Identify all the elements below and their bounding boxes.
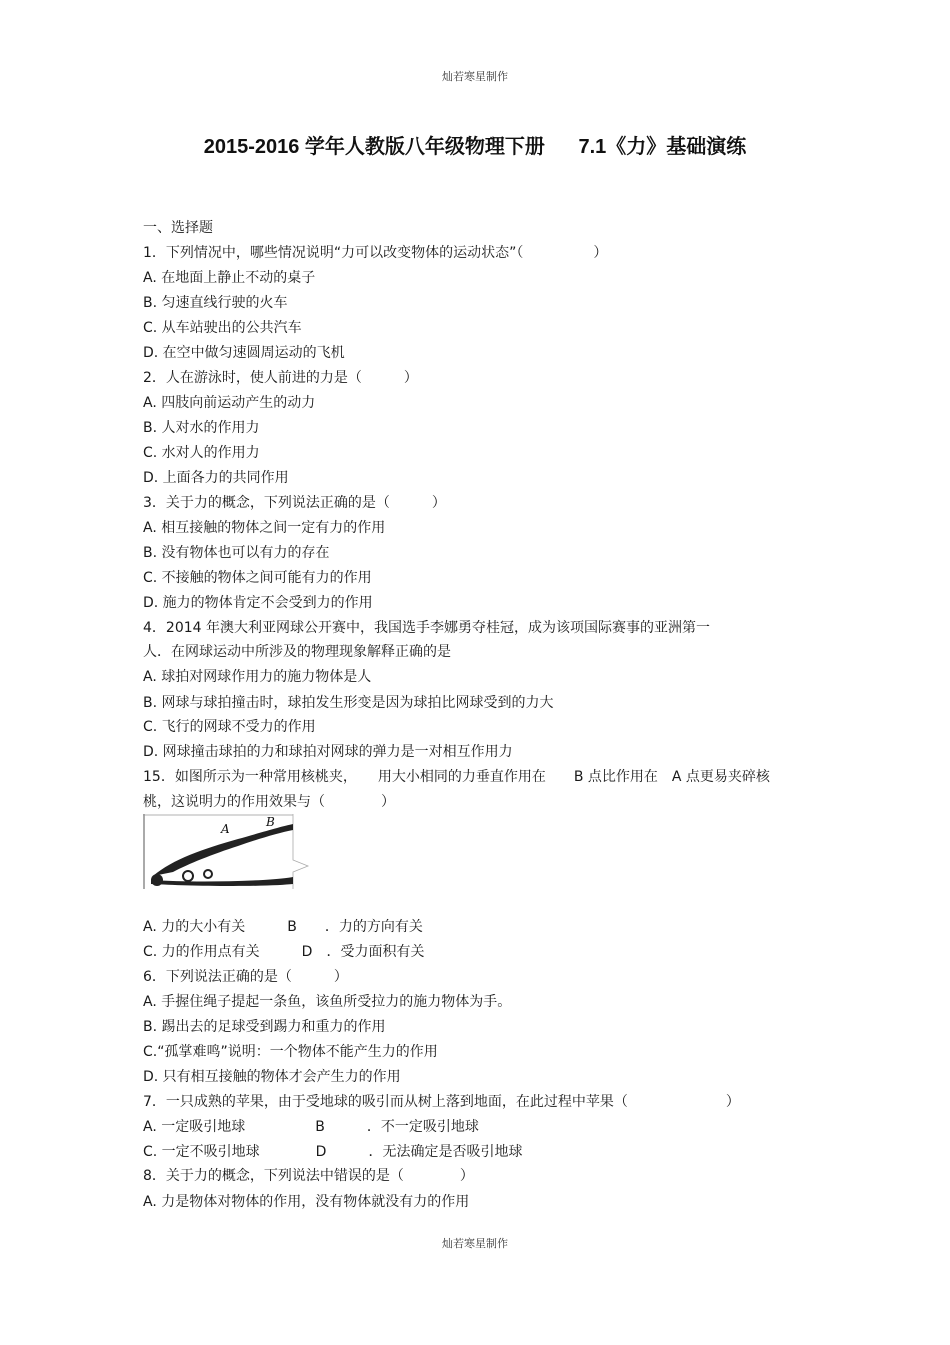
question-3-option-b: B. 没有物体也可以有力的存在 [143,545,330,561]
section-heading: 一、选择题 [143,220,213,236]
question-1-option-b: B. 匀速直线行驶的火车 [143,295,288,311]
question-8-option-a: A. 力是物体对物体的作用，没有物体就没有力的作用 [143,1194,470,1210]
question-6-option-c: C.“孤掌难鸣”说明：一个物体不能产生力的作用 [143,1044,438,1060]
question-1-stem: 1．下列情况中，哪些情况说明“力可以改变物体的运动状态”（ ） [143,245,608,261]
question-4-option-a: A. 球拍对网球作用力的施力物体是人 [143,669,372,685]
question-4-option-d: D. 网球撞击球拍的力和球拍对网球的弹力是一对相互作用力 [143,744,513,760]
page-footer: 灿若寒星制作 [442,1237,508,1250]
question-15-options-row-2: C. 力的作用点有关 D ．受力面积有关 [143,944,425,960]
question-15-stem-line-1: 15．如图所示为一种常用核桃夹， 用大小相同的力垂直作用在 B 点比作用在 A 点更易夹碎核 [143,769,770,785]
question-2-option-c: C. 水对人的作用力 [143,445,260,461]
question-8-stem: 8．关于力的概念，下列说法中错误的是（ ） [143,1168,474,1184]
question-4-stem-line-1: 4．2014 年澳大利亚网球公开赛中，我国选手李娜勇夺桂冠，成为该项国际赛事的亚洲第一 [143,620,710,636]
question-4-stem-line-2: 人．在网球运动中所涉及的物理现象解释正确的是 [143,644,451,660]
nutcracker-figure [143,814,313,889]
question-1-option-a: A. 在地面上静止不动的桌子 [143,270,316,286]
question-6-option-b: B. 踢出去的足球受到踢力和重力的作用 [143,1019,386,1035]
label-b: B [266,815,275,829]
question-7-stem: 7．一只成熟的苹果，由于受地球的吸引而从树上落到地面，在此过程中苹果（ ） [143,1094,740,1110]
question-4-option-c: C. 飞行的网球不受力的作用 [143,719,316,735]
question-7-options-row-1: A. 一定吸引地球 B ．不一定吸引地球 [143,1119,479,1135]
document-title [0,130,950,159]
question-15-options-row-1: A. 力的大小有关 B ．力的方向有关 [143,919,423,935]
page-header: 灿若寒星制作 [442,70,508,83]
question-6-option-d: D. 只有相互接触的物体才会产生力的作用 [143,1069,401,1085]
title-part-2: 7.1《力》基础演练 [578,136,747,158]
question-1-option-c: C. 从车站驶出的公共汽车 [143,320,302,336]
question-3-option-c: C. 不接触的物体之间可能有力的作用 [143,570,372,586]
question-1-option-d: D. 在空中做匀速圆周运动的飞机 [143,345,345,361]
title-part-1: 2015-2016 学年人教版八年级物理下册 [203,136,545,158]
question-15-stem-line-2: 桃，这说明力的作用效果与（ ） [143,794,395,810]
question-6-option-a: A. 手握住绳子提起一条鱼，该鱼所受拉力的施力物体为手。 [143,994,512,1010]
question-3-stem: 3．关于力的概念，下列说法正确的是（ ） [143,495,446,511]
question-2-stem: 2．人在游泳时，使人前进的力是（ ） [143,370,418,386]
question-3-option-d: D. 施力的物体肯定不会受到力的作用 [143,595,373,611]
question-7-options-row-2: C. 一定不吸引地球 D ．无法确定是否吸引地球 [143,1144,523,1160]
question-2-option-d: D. 上面各力的共同作用 [143,470,289,486]
label-a: A [221,822,230,836]
question-2-option-a: A. 四肢向前运动产生的动力 [143,395,316,411]
question-2-option-b: B. 人对水的作用力 [143,420,260,436]
question-6-stem: 6．下列说法正确的是（ ） [143,969,348,985]
question-4-option-b: B. 网球与球拍撞击时，球拍发生形变是因为球拍比网球受到的力大 [143,695,554,711]
question-3-option-a: A. 相互接触的物体之间一定有力的作用 [143,520,386,536]
